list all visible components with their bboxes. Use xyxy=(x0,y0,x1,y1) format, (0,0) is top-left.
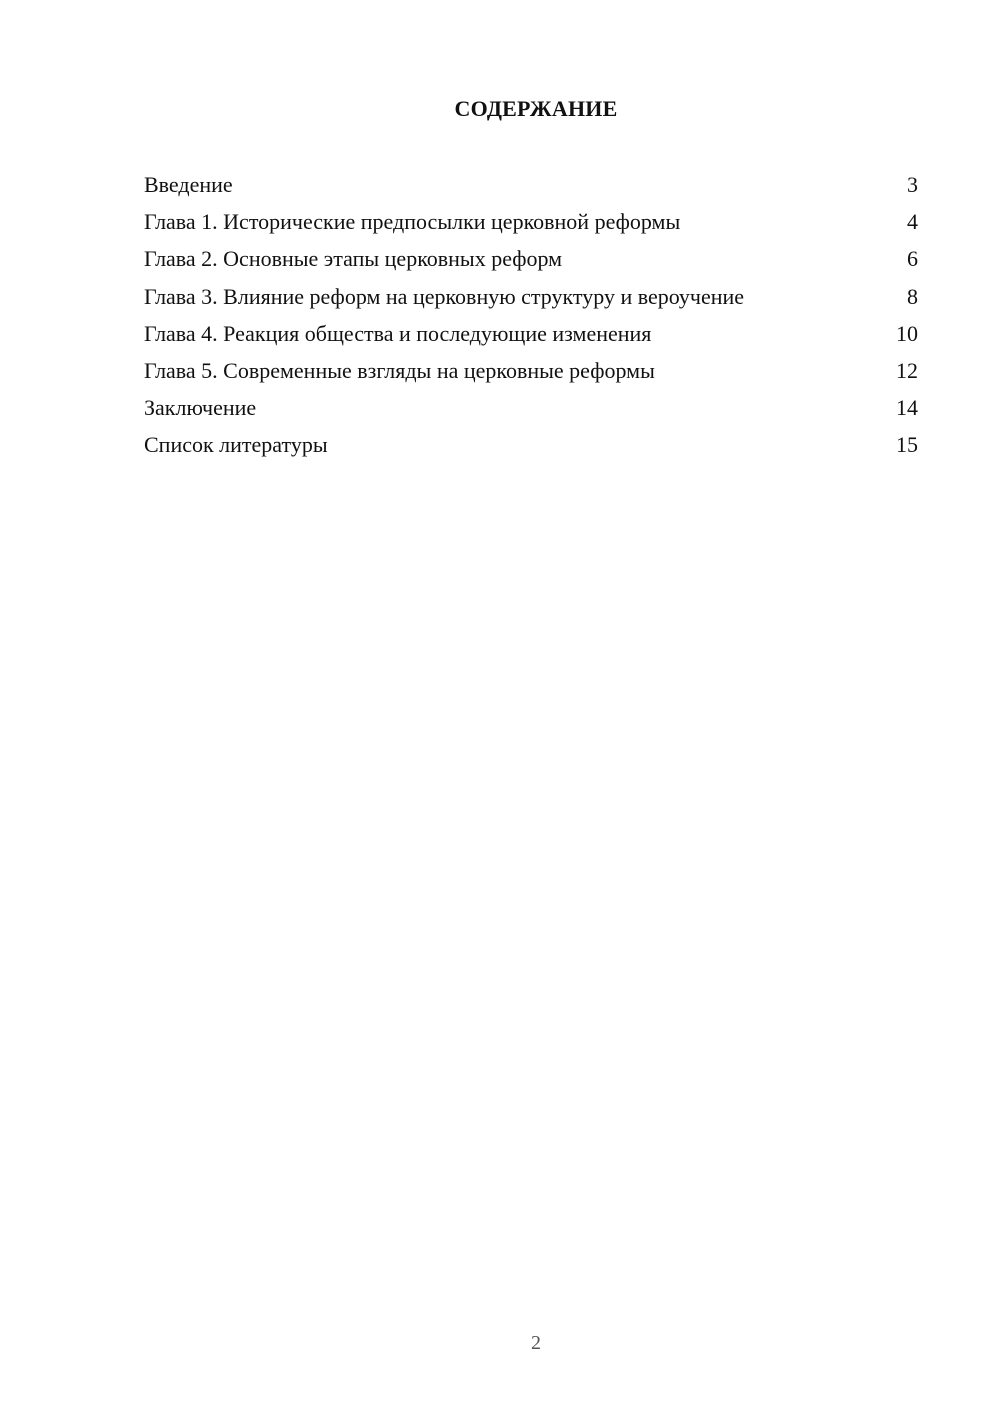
toc-entry-label: Глава 1. Исторические предпосылки церковной реформы xyxy=(144,209,681,235)
toc-entry-label: Глава 2. Основные этапы церковных реформ xyxy=(144,246,563,272)
toc-entry xyxy=(144,354,918,391)
table-of-contents xyxy=(144,168,918,466)
toc-entry-page: 4 xyxy=(907,209,918,235)
toc-entry-page: 3 xyxy=(907,172,918,197)
toc-entry xyxy=(144,317,918,354)
toc-entry-label: Глава 4. Реакция общества и последующие изменения xyxy=(144,320,652,346)
toc-entry-label: Введение xyxy=(144,172,233,197)
toc-entry-label: Заключение xyxy=(144,395,257,421)
toc-entry-page: 12 xyxy=(896,357,918,383)
page-number: 2 xyxy=(531,1332,541,1354)
toc-entry-page: 15 xyxy=(896,432,918,458)
toc-entry xyxy=(144,391,918,428)
toc-entry-page: 10 xyxy=(896,320,918,346)
toc-entry xyxy=(144,242,918,279)
toc-entry xyxy=(144,205,918,242)
toc-entry-label: Глава 5. Современные взгляды на церковные реформы xyxy=(144,357,655,383)
toc-entry-page: 6 xyxy=(907,246,918,272)
toc-entry xyxy=(144,280,918,317)
toc-entry-label: Глава 3. Влияние реформ на церковную структуру и вероучение xyxy=(144,283,745,309)
toc-entry-label: Список литературы xyxy=(144,432,328,458)
toc-entry-page: 8 xyxy=(907,283,918,309)
page-title: СОДЕРЖАНИЕ xyxy=(454,96,618,121)
toc-entry xyxy=(144,168,918,205)
toc-entry xyxy=(144,428,918,465)
toc-entry-page: 14 xyxy=(896,395,918,421)
